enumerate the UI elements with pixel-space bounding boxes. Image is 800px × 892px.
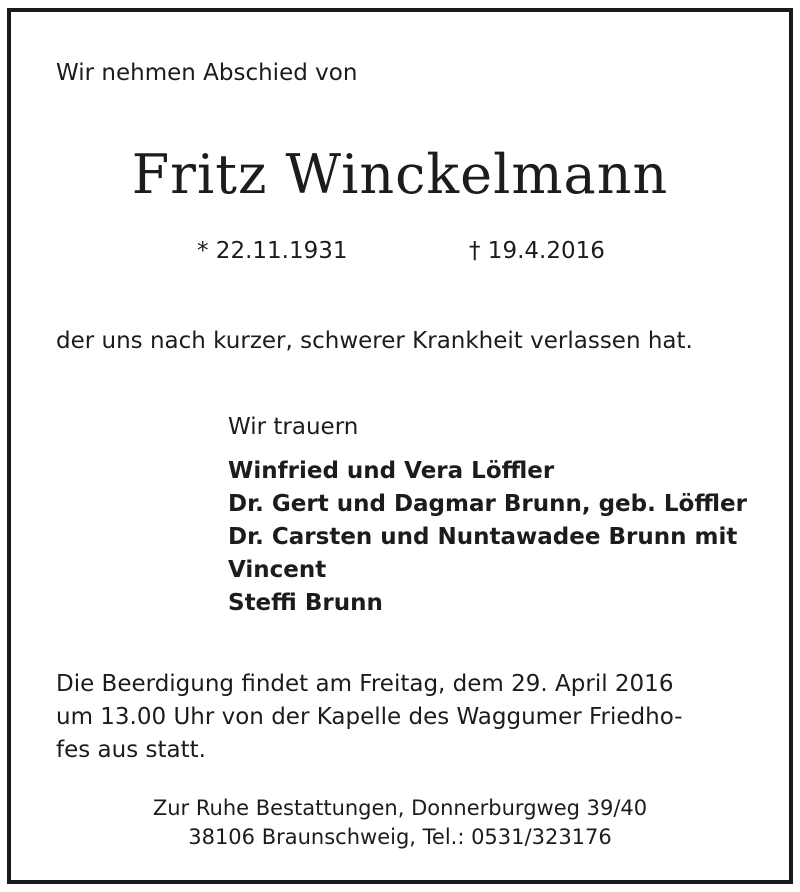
- obituary-notice: [7, 8, 793, 884]
- intro-text: Wir nehmen Abschied von: [56, 60, 358, 86]
- mourners-list: [228, 455, 747, 620]
- mourner-line: Dr. Gert und Dagmar Brunn, geb. Löffler: [228, 491, 747, 517]
- mourner-line: Dr. Carsten und Nuntawadee Brunn mit: [228, 524, 738, 550]
- passing-sentence: der uns nach kurzer, schwerer Krankheit verlassen hat.: [56, 328, 693, 354]
- mourner-line: Winfried und Vera Löffler: [228, 458, 555, 484]
- death-date: † 19.4.2016: [469, 238, 605, 264]
- deceased-name: Fritz Winckelmann: [131, 143, 669, 206]
- mourner-line: Steffi Brunn: [228, 590, 383, 616]
- undertaker-footer: [11, 794, 789, 852]
- footer-line: Zur Ruhe Bestattungen, Donnerburgweg 39/40: [152, 796, 648, 820]
- funeral-line: Die Beerdigung findet am Freitag, dem 29. April 2016: [56, 671, 674, 697]
- funeral-details: [56, 668, 683, 767]
- mourning-intro: Wir trauern: [228, 414, 359, 440]
- funeral-line: um 13.00 Uhr von der Kapelle des Waggumer Friedho-: [56, 704, 683, 730]
- funeral-line: fes aus statt.: [56, 737, 206, 763]
- footer-line: 38106 Braunschweig, Tel.: 0531/323176: [188, 825, 612, 849]
- mourner-line: Vincent: [228, 557, 327, 583]
- birth-date: * 22.11.1931: [197, 238, 348, 264]
